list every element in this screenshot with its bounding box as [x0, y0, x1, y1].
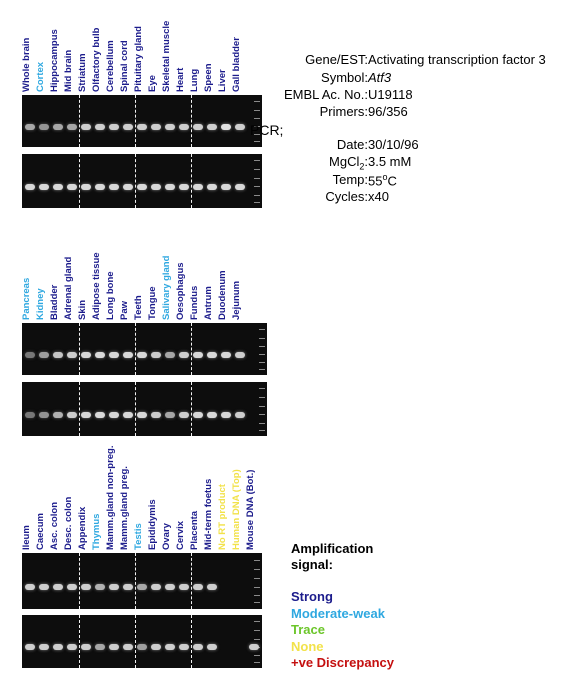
dna-ladder [254, 553, 260, 609]
lane-label: Cervix [175, 520, 186, 550]
lane-separator [135, 323, 136, 375]
gel-band [53, 644, 63, 650]
legend-item-moderate-weak: Moderate-weak [291, 605, 385, 621]
gel-band [137, 644, 147, 650]
lane-label: Antrum [203, 286, 214, 320]
lane-label: Oesophagus [175, 262, 186, 320]
lane-label: Speen [203, 63, 214, 92]
gel-band [95, 584, 105, 590]
gel-band [81, 644, 91, 650]
lane-label: Mamm.gland preg. [119, 466, 130, 550]
gel-band [207, 352, 217, 358]
lane-label: Adipose tissue [91, 252, 102, 320]
gel-band [81, 124, 91, 130]
lane-label: Paw [119, 300, 130, 320]
gel-band [221, 124, 231, 130]
gel-band [123, 184, 133, 190]
lane-separator [135, 615, 136, 668]
gel-band [151, 184, 161, 190]
gel-band [67, 644, 77, 650]
gel-band [67, 184, 77, 190]
lane-separator [79, 615, 80, 668]
pcr-label: PCR; [250, 122, 284, 138]
gel-band [221, 184, 231, 190]
lane-separator [191, 553, 192, 609]
lane-label: Long bone [105, 271, 116, 320]
gel-band [25, 124, 35, 130]
gel-band [53, 184, 63, 190]
gel-band [207, 184, 217, 190]
gel-band [25, 412, 35, 418]
gel-band [67, 352, 77, 358]
lane-label: Kidney [35, 288, 46, 320]
gel-band [193, 184, 203, 190]
gel-band [109, 412, 119, 418]
gel-band [81, 352, 91, 358]
gene-label: Gene/EST: [305, 52, 368, 67]
lane-label: Striatum [77, 53, 88, 92]
lane-label: Teeth [133, 295, 144, 320]
gel-band [53, 124, 63, 130]
lane-label: Heart [175, 67, 186, 92]
gel-band [123, 352, 133, 358]
panel-1-gel-top [22, 95, 262, 147]
lane-label: Gall bladder [231, 37, 242, 92]
gel-band [95, 352, 105, 358]
gel-band [235, 352, 245, 358]
lane-label: Epididymis [147, 499, 158, 550]
gel-band [179, 184, 189, 190]
legend-item-trace: Trace [291, 622, 325, 637]
gel-band [137, 184, 147, 190]
gel-band [165, 184, 175, 190]
lane-separator [79, 154, 80, 208]
lane-label: Mid-term foetus [203, 478, 214, 550]
gel-band [193, 584, 203, 590]
embl-label: EMBL Ac. No.: [283, 87, 368, 102]
lane-label: Eye [147, 75, 158, 92]
gel-band [53, 412, 63, 418]
gel-band [179, 352, 189, 358]
lane-label: Thymus [91, 513, 102, 550]
temp-value: 55$^o$C [368, 172, 397, 189]
lane-label: Skeletal muscle [161, 20, 172, 92]
gel-band [165, 644, 175, 650]
gel-band [39, 184, 49, 190]
dna-ladder [259, 382, 265, 436]
lane-separator [191, 382, 192, 436]
date-value: 30/10/96 [368, 137, 419, 152]
gel-band [165, 352, 175, 358]
gel-band [81, 412, 91, 418]
gel-band [53, 352, 63, 358]
gel-band [95, 412, 105, 418]
lane-label: Adrenal gland [63, 256, 74, 320]
gel-band [39, 412, 49, 418]
lane-label: Desc. colon [63, 496, 74, 550]
lane-separator [79, 382, 80, 436]
lane-label: Duodenum [217, 270, 228, 320]
lane-label: Testis [133, 523, 144, 550]
gel-band [165, 124, 175, 130]
gel-band [207, 124, 217, 130]
lane-label: Cerebellum [105, 40, 116, 92]
lane-label: Hippocampus [49, 29, 60, 92]
gel-band [109, 584, 119, 590]
lane-label: Liver [217, 69, 228, 92]
gel-band [123, 412, 133, 418]
gel-band [123, 644, 133, 650]
primers-label: Primers: [319, 104, 368, 119]
gel-band [123, 584, 133, 590]
mgcl2-value: 3.5 mM [368, 154, 412, 169]
gel-band [193, 352, 203, 358]
legend-item-none: None [291, 638, 324, 654]
lane-separator [191, 615, 192, 668]
gel-band [67, 584, 77, 590]
panel-2-lane-labels [22, 244, 267, 320]
gel-band [137, 412, 147, 418]
lane-separator [79, 553, 80, 609]
gel-band [179, 124, 189, 130]
lane-label: Ovary [161, 523, 172, 550]
gel-band [151, 412, 161, 418]
panel-2-gel-top [22, 323, 267, 375]
gel-band [53, 584, 63, 590]
panel-3-lane-labels [21, 445, 262, 550]
gel-band [95, 644, 105, 650]
date-label: Date: [336, 137, 368, 152]
lane-label: Ileum [21, 525, 32, 550]
lane-label: Jejunum [231, 280, 242, 320]
gel-band [137, 352, 147, 358]
lane-label: Appendix [77, 506, 88, 550]
lane-label: Fundus [189, 285, 200, 320]
gel-band [235, 412, 245, 418]
lane-label: Human DNA (Top) [231, 469, 242, 550]
lane-label: Caecum [35, 513, 46, 550]
lane-separator [135, 154, 136, 208]
gel-band [235, 184, 245, 190]
symbol-label: Symbol: [321, 70, 368, 85]
gel-band [165, 412, 175, 418]
gel-band [221, 412, 231, 418]
gel-band [193, 124, 203, 130]
gel-band [207, 412, 217, 418]
panel-2-gel-bottom [22, 382, 267, 436]
gel-band [25, 584, 35, 590]
legend-item-strong: Strong [291, 589, 333, 604]
lane-label: Bladder [49, 284, 60, 320]
gel-band [39, 644, 49, 650]
lane-label: Salivary gland [161, 255, 172, 320]
gel-band [67, 124, 77, 130]
gel-band [221, 352, 231, 358]
gene-info [250, 52, 580, 212]
lane-label: Mid brain [63, 49, 74, 92]
gel-band [25, 184, 35, 190]
gel-band [151, 352, 161, 358]
gel-band [123, 124, 133, 130]
gel-band [179, 644, 189, 650]
gel-band [109, 644, 119, 650]
lane-label: Olfactory bulb [91, 27, 102, 92]
lane-label: Asc. colon [49, 501, 60, 550]
lane-label: Pituitary gland [133, 26, 144, 92]
legend-title-line-1: Amplification [291, 541, 374, 556]
gel-band [151, 644, 161, 650]
gel-band [81, 184, 91, 190]
embl-value: U19118 [368, 87, 413, 102]
gel-band [25, 644, 35, 650]
lane-label: Tongue [147, 286, 158, 320]
gel-band [95, 184, 105, 190]
lane-separator [135, 553, 136, 609]
temp-label: Temp: [332, 172, 368, 187]
lane-label: Mouse DNA (Bot.) [245, 469, 256, 550]
lane-label: Mamm.gland non-preg. [105, 445, 116, 550]
gel-band [137, 124, 147, 130]
lane-label: Cortex [35, 61, 46, 92]
panel-3-gel-top [22, 553, 262, 609]
gel-band [109, 352, 119, 358]
lane-label: No RT product [217, 484, 228, 550]
gel-band [207, 644, 217, 650]
lane-label: Skin [77, 299, 88, 320]
gel-band [249, 644, 259, 650]
lane-separator [135, 382, 136, 436]
panel-3-gel-bottom [22, 615, 262, 668]
lane-label: Spinal cord [119, 40, 130, 92]
gel-band [151, 584, 161, 590]
panel-1-gel-bottom [22, 154, 262, 208]
lane-separator [191, 95, 192, 147]
cycles-value: x40 [368, 189, 389, 204]
dna-ladder [259, 323, 265, 375]
gel-band [109, 124, 119, 130]
symbol-value: Atf3 [368, 70, 392, 85]
gel-band [151, 124, 161, 130]
gel-band [179, 412, 189, 418]
lane-separator [79, 323, 80, 375]
legend-title-line-2: signal: [291, 557, 333, 572]
mgcl2-label: MgCl$_2$: [329, 154, 368, 172]
gel-band [67, 412, 77, 418]
gel-band [39, 352, 49, 358]
dna-ladder [254, 615, 260, 668]
lane-label: Pancreas [21, 277, 32, 320]
primers-value: 96/356 [368, 104, 408, 119]
gel-band [165, 584, 175, 590]
gel-band [109, 184, 119, 190]
lane-separator [79, 95, 80, 147]
gel-band [137, 584, 147, 590]
gel-band [179, 584, 189, 590]
gel-band [193, 412, 203, 418]
panel-1-lane-labels [22, 10, 262, 92]
gel-band [193, 644, 203, 650]
lane-separator [191, 323, 192, 375]
gel-band [235, 124, 245, 130]
lane-label: Lung [189, 68, 200, 92]
gene-value: Activating transcription factor 3 [368, 52, 546, 67]
gel-band [25, 352, 35, 358]
lane-label: Whole brain [21, 37, 32, 92]
cycles-label: Cycles: [325, 189, 368, 204]
lane-label: Placenta [189, 510, 200, 550]
gel-band [81, 584, 91, 590]
gel-band [39, 584, 49, 590]
gel-band [39, 124, 49, 130]
lane-separator [191, 154, 192, 208]
gel-band [207, 584, 217, 590]
legend-item-discrepancy: +ve Discrepancy [291, 655, 394, 670]
gel-band [95, 124, 105, 130]
lane-separator [135, 95, 136, 147]
